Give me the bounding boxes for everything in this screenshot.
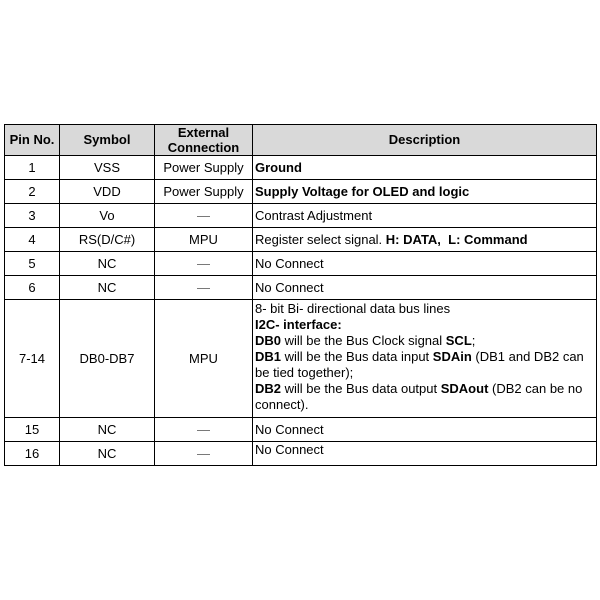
db1-text: will be the Bus data input (281, 349, 433, 364)
connection-cell: — (155, 442, 253, 466)
db0-end: ; (471, 333, 476, 348)
sdaout-label: SDAout (440, 381, 489, 396)
connection-cell: MPU (155, 228, 253, 252)
description-cell (253, 156, 597, 180)
pin-cell: 7-14 (5, 300, 60, 418)
header-symbol: Symbol (60, 125, 155, 156)
symbol-cell: NC (60, 418, 155, 442)
symbol-cell: VDD (60, 180, 155, 204)
db1-line (255, 349, 596, 381)
pin-cell: 2 (5, 180, 60, 204)
table-row (5, 300, 597, 418)
sdain-label: SDAin (432, 349, 472, 364)
description-cell (253, 300, 597, 418)
db2-text: will be the Bus data output (281, 381, 441, 396)
table-row (5, 418, 597, 442)
header-external: External Connection (155, 125, 253, 156)
symbol-cell: NC (60, 252, 155, 276)
high-data-label: H: DATA, (385, 231, 441, 247)
description-cell: Contrast Adjustment (253, 204, 597, 228)
pin-table (4, 124, 597, 466)
table-row (5, 156, 597, 180)
db2-line (255, 381, 596, 413)
connection-cell: MPU (155, 300, 253, 418)
pin-cell: 1 (5, 156, 60, 180)
connection-cell: — (155, 276, 253, 300)
description-text: Ground (255, 159, 302, 175)
description-cell (253, 228, 597, 252)
symbol-cell: Vo (60, 204, 155, 228)
connection-cell: Power Supply (155, 180, 253, 204)
scl-label: SCL (445, 333, 472, 348)
db1-label: DB1 (255, 349, 282, 364)
connection-cell: Power Supply (155, 156, 253, 180)
pin-cell: 5 (5, 252, 60, 276)
pin-cell: 3 (5, 204, 60, 228)
pin-cell: 6 (5, 276, 60, 300)
description-cell: No Connect (253, 252, 597, 276)
description-cell: No Connect (253, 418, 597, 442)
table-row (5, 276, 597, 300)
description-cell: No Connect (253, 442, 597, 466)
table-row (5, 204, 597, 228)
symbol-cell: NC (60, 276, 155, 300)
db1-end: (DB1 and DB2 can be tied together); (255, 349, 584, 380)
symbol-cell: NC (60, 442, 155, 466)
connection-cell: — (155, 252, 253, 276)
pin-cell: 15 (5, 418, 60, 442)
table-row (5, 228, 597, 252)
symbol-cell: DB0-DB7 (60, 300, 155, 418)
description-line: 8- bit Bi- directional data bus lines (255, 301, 451, 316)
db0-line (255, 333, 596, 349)
description-cell: No Connect (253, 276, 597, 300)
table-row (5, 180, 597, 204)
db2-end: (DB2 can be no connect). (255, 381, 583, 412)
i2c-heading: I2C- interface: (255, 317, 342, 332)
connection-cell: — (155, 418, 253, 442)
description-text: Supply Voltage for OLED and logic (255, 183, 470, 199)
table-row (5, 442, 597, 466)
symbol-cell: VSS (60, 156, 155, 180)
header-row (5, 125, 597, 156)
header-description: Description (253, 125, 597, 156)
description-cell (253, 180, 597, 204)
table-row (5, 252, 597, 276)
pin-cell: 16 (5, 442, 60, 466)
db0-text: will be the Bus Clock signal (281, 333, 446, 348)
pin-cell: 4 (5, 228, 60, 252)
description-text: Register select signal. (255, 231, 383, 247)
db2-label: DB2 (255, 381, 282, 396)
db0-label: DB0 (255, 333, 282, 348)
low-command-label: L: Command (448, 231, 528, 247)
symbol-cell: RS(D/C#) (60, 228, 155, 252)
connection-cell: — (155, 204, 253, 228)
header-pin: Pin No. (5, 125, 60, 156)
